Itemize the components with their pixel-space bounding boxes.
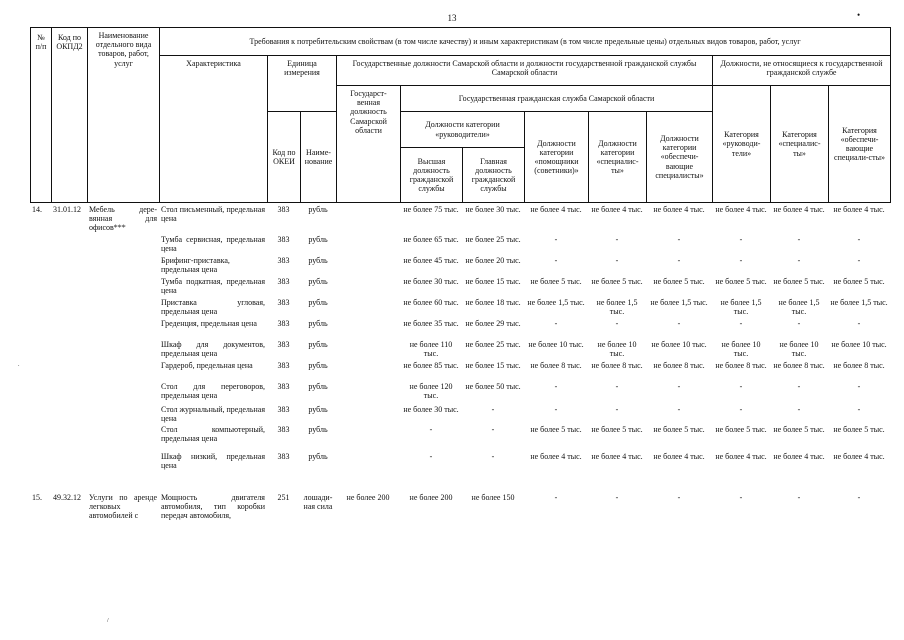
value-cell: не более 8 тыс. <box>591 360 643 370</box>
characteristic-cell: Шкаф низкий, предельная цена <box>161 451 265 471</box>
value-cell: не более 10 тыс. <box>597 339 637 358</box>
header-item-name: Наименование отдельного вида товаров, работ, услуг <box>88 28 160 203</box>
table-row <box>30 424 890 451</box>
empty-cell <box>51 339 87 360</box>
value-cell: - <box>491 424 495 434</box>
value-cell: - <box>554 492 558 502</box>
header-leaders-cat: Должности категории «руководители» <box>401 112 525 148</box>
header-ng-leaders: Категория «руководи-тели» <box>713 86 771 203</box>
group-number: 15. <box>32 492 42 502</box>
value-cell: не более 15 тыс. <box>465 360 521 370</box>
value-cell: не более 4 тыс. <box>530 205 582 214</box>
unit-cell: рубль <box>308 381 328 391</box>
empty-cell <box>30 381 51 404</box>
value-cell: - <box>797 381 801 391</box>
value-cell: не более 4 тыс. <box>773 451 825 461</box>
okei-cell: 383 <box>277 205 290 214</box>
group-spacer <box>30 478 890 492</box>
value-cell: не более 25 тыс. <box>465 234 521 244</box>
characteristic-cell: Стол для переговоров, предельная цена <box>161 381 265 400</box>
value-cell: не более 4 тыс. <box>833 451 885 461</box>
value-cell: не более 4 тыс. <box>591 205 643 214</box>
characteristic-cell: Мощность двигателя автомобиля, тип коробки передач автомобиля, <box>161 492 265 521</box>
empty-cell <box>51 360 87 381</box>
empty-cell <box>51 424 87 451</box>
value-cell: - <box>554 234 558 244</box>
table-row <box>30 204 890 234</box>
table-row <box>30 297 890 318</box>
characteristic-cell: Приставка угловая, предельная цена <box>161 297 265 316</box>
value-cell: не более 30 тыс. <box>465 205 521 214</box>
header-table <box>30 27 891 203</box>
okei-cell: 383 <box>277 318 290 328</box>
value-cell: - <box>857 318 861 328</box>
characteristic-cell: Брифинг-приставка, предельная цена <box>161 255 230 274</box>
value-cell: не более 200 <box>409 492 453 502</box>
characteristic-cell: Греденция, предельная цена <box>161 318 257 328</box>
header-main: Главная должность гражданской службы <box>463 148 525 203</box>
empty-cell <box>87 381 159 404</box>
okei-cell: 251 <box>277 492 290 502</box>
value-cell: не более 45 тыс. <box>403 255 459 265</box>
empty-cell <box>51 255 87 276</box>
value-cell: не более 5 тыс. <box>530 424 582 434</box>
header-highest: Высшая должность гражданской службы <box>401 148 463 203</box>
value-cell: - <box>739 234 743 244</box>
value-cell: не более 5 тыс. <box>773 276 825 286</box>
header-ng-specialists: Категория «специалис-ты» <box>771 86 829 203</box>
empty-cell <box>30 424 51 451</box>
empty-cell <box>87 451 159 478</box>
unit-cell: рубль <box>308 255 328 265</box>
margin-dash: / <box>107 618 109 624</box>
header-ng-support: Категория «обеспечи-вающие специали-сты» <box>829 86 891 203</box>
characteristic-cell: Шкаф для документов, предельная цена <box>161 339 265 358</box>
empty-cell <box>87 234 159 255</box>
header-gov-position: Государст-венная должность Самарской области <box>337 86 401 203</box>
empty-cell <box>51 381 87 404</box>
value-cell: не более 75 тыс. <box>403 205 459 214</box>
value-cell: - <box>491 404 495 414</box>
value-cell: не более 35 тыс. <box>403 318 459 328</box>
value-cell: не более 15 тыс. <box>465 276 521 286</box>
value-cell: - <box>615 492 619 502</box>
empty-cell <box>87 297 159 318</box>
okei-cell: 383 <box>277 404 290 414</box>
value-cell: - <box>615 404 619 414</box>
page-number: 13 <box>447 13 457 23</box>
value-cell: не более 5 тыс. <box>773 424 825 434</box>
value-cell: - <box>677 234 681 244</box>
value-cell: - <box>554 255 558 265</box>
value-cell <box>336 360 400 381</box>
empty-cell <box>51 297 87 318</box>
value-cell: не более 8 тыс. <box>773 360 825 370</box>
value-cell: не более 30 тыс. <box>403 404 459 414</box>
characteristic-cell: Гардероб, предельная цена <box>161 360 253 370</box>
empty-cell <box>87 339 159 360</box>
okei-cell: 383 <box>277 297 290 307</box>
group-number: 14. <box>32 205 42 214</box>
value-cell <box>336 424 400 451</box>
value-cell: не более 1,5 тыс. <box>720 297 762 316</box>
empty-cell <box>51 276 87 297</box>
empty-cell <box>30 404 51 424</box>
unit-cell: рубль <box>308 451 328 461</box>
value-cell: не более 110 тыс. <box>409 339 453 358</box>
header-unit: Единица измерения <box>268 56 337 112</box>
value-cell: - <box>739 381 743 391</box>
empty-cell <box>30 451 51 478</box>
table-row <box>30 318 890 339</box>
unit-cell: рубль <box>308 234 328 244</box>
empty-cell <box>30 318 51 339</box>
value-cell: - <box>857 234 861 244</box>
value-cell: не более 4 тыс. <box>773 205 825 214</box>
value-cell: не более 10 тыс. <box>721 339 761 358</box>
corner-mark: • <box>857 10 861 20</box>
header-non-gov: Должности, не относящиеся к государственной гражданской службе <box>713 56 891 86</box>
value-cell: не более 4 тыс. <box>715 451 767 461</box>
value-cell: не более 5 тыс. <box>653 276 705 286</box>
value-cell: не более 4 тыс. <box>715 205 767 214</box>
value-cell: не более 1,5 тыс. <box>650 297 708 307</box>
empty-cell <box>87 276 159 297</box>
value-cell: - <box>429 451 433 461</box>
value-cell: не более 1,5 тыс. <box>596 297 638 316</box>
value-cell: - <box>857 255 861 265</box>
empty-cell <box>51 404 87 424</box>
empty-cell <box>30 297 51 318</box>
characteristic-cell: Тумба подкатная, предельная цена <box>161 276 265 295</box>
empty-cell <box>51 234 87 255</box>
value-cell: не более 8 тыс. <box>653 360 705 370</box>
value-cell: - <box>677 404 681 414</box>
unit-cell: рубль <box>308 339 328 349</box>
value-cell: не более 10 тыс. <box>779 339 819 358</box>
empty-cell <box>30 360 51 381</box>
value-cell: не более 4 тыс. <box>591 451 643 461</box>
margin-dot: . <box>18 362 20 368</box>
value-cell: не более 150 <box>471 492 515 502</box>
value-cell: - <box>739 492 743 502</box>
empty-cell <box>51 318 87 339</box>
group-name: Мебель дере-вянная для офисов*** <box>89 205 157 233</box>
header-requirements: Требования к потребительским свойствам (в том числе качеству) и иным характеристикам (в том числе предельные цены) отдельных видов товаров, работ, услуг <box>160 28 891 56</box>
group-okpd: 31.01.12 <box>53 205 81 214</box>
table-row <box>30 360 890 381</box>
value-cell <box>336 276 400 297</box>
value-cell: не более 4 тыс. <box>653 451 705 461</box>
unit-cell: рубль <box>308 205 328 214</box>
value-cell: не более 10 тыс. <box>831 339 887 349</box>
value-cell: не более 5 тыс. <box>591 424 643 434</box>
header-civil-service: Государственная гражданская служба Самарской области <box>401 86 713 112</box>
value-cell: - <box>615 255 619 265</box>
value-cell: - <box>677 381 681 391</box>
characteristic-cell: Стол журнальный, предельная цена <box>161 404 266 423</box>
unit-cell: рубль <box>308 404 328 414</box>
value-cell: не более 5 тыс. <box>653 424 705 434</box>
right-border <box>890 27 891 203</box>
value-cell <box>336 451 400 478</box>
empty-cell <box>87 404 159 424</box>
value-cell: - <box>677 255 681 265</box>
value-cell: - <box>677 492 681 502</box>
value-cell: не более 30 тыс. <box>403 276 459 286</box>
value-cell: не более 5 тыс. <box>530 276 582 286</box>
header-characteristic: Характеристика <box>160 56 268 203</box>
header-okpd: Код по ОКПД2 <box>52 28 88 203</box>
value-cell <box>336 204 400 234</box>
okei-cell: 383 <box>277 360 290 370</box>
value-cell: - <box>554 381 558 391</box>
value-cell: - <box>797 234 801 244</box>
header-assistants: Должности категории «помощники (советники)» <box>525 112 589 203</box>
okei-cell: 383 <box>277 381 290 391</box>
table-row <box>30 492 890 522</box>
value-cell: не более 5 тыс. <box>715 276 767 286</box>
value-cell: не более 5 тыс. <box>591 276 643 286</box>
okei-cell: 383 <box>277 339 290 349</box>
empty-cell <box>87 424 159 451</box>
value-cell: не более 65 тыс. <box>403 234 459 244</box>
value-cell: - <box>797 404 801 414</box>
value-cell: - <box>615 234 619 244</box>
unit-cell: рубль <box>308 297 328 307</box>
body-table <box>30 204 890 522</box>
value-cell: не более 8 тыс. <box>715 360 767 370</box>
table-row <box>30 381 890 404</box>
value-cell: - <box>677 318 681 328</box>
okei-cell: 383 <box>277 424 290 434</box>
value-cell: - <box>554 404 558 414</box>
header-support: Должности категории «обеспечи-вающие специалисты» <box>647 112 713 203</box>
characteristic-cell: Стол письменный, предельная цена <box>161 205 265 224</box>
table-row <box>30 339 890 360</box>
table-row <box>30 255 890 276</box>
empty-cell <box>30 234 51 255</box>
value-cell: не более 20 тыс. <box>465 255 521 265</box>
characteristic-cell: Стол компьютерный, предельная цена <box>161 424 265 444</box>
value-cell: - <box>797 318 801 328</box>
value-cell: - <box>429 424 433 434</box>
unit-cell: рубль <box>308 360 328 370</box>
value-cell: - <box>797 492 801 502</box>
group-okpd: 49.32.12 <box>53 492 81 502</box>
header-unit-name: Наиме-нование <box>301 112 337 203</box>
value-cell: не более 50 тыс. <box>465 381 521 391</box>
value-cell: не более 8 тыс. <box>530 360 582 370</box>
empty-cell <box>87 255 159 276</box>
value-cell <box>336 297 400 318</box>
header-gov-positions: Государственные должности Самарской области и должности государственной гражданской службы Самарской области <box>337 56 713 86</box>
value-cell <box>336 381 400 404</box>
value-cell: не более 8 тыс. <box>833 360 885 370</box>
value-cell: - <box>797 255 801 265</box>
value-cell: не более 5 тыс. <box>715 424 767 434</box>
group-name: Услуги по аренде легковых автомобилей с <box>89 492 157 521</box>
value-cell: - <box>739 255 743 265</box>
value-cell: не более 10 тыс. <box>528 339 584 349</box>
value-cell: - <box>739 318 743 328</box>
value-cell: не более 29 тыс. <box>465 318 521 328</box>
value-cell: не более 4 тыс. <box>530 451 582 461</box>
okei-cell: 383 <box>277 234 290 244</box>
empty-cell <box>51 451 87 478</box>
value-cell <box>336 404 400 424</box>
unit-cell: рубль <box>308 424 328 434</box>
value-cell: - <box>857 492 861 502</box>
header-num: № п/п <box>31 28 52 203</box>
value-cell: не более 4 тыс. <box>653 205 705 214</box>
unit-cell: лошади-ная сила <box>303 492 333 512</box>
table-row <box>30 404 890 424</box>
table-row <box>30 451 890 478</box>
value-cell: не более 10 тыс. <box>651 339 707 349</box>
value-cell: не более 25 тыс. <box>465 339 521 349</box>
value-cell: не более 85 тыс. <box>403 360 459 370</box>
value-cell: не более 4 тыс. <box>833 205 885 214</box>
value-cell: - <box>739 404 743 414</box>
value-cell: - <box>615 318 619 328</box>
value-cell <box>336 318 400 339</box>
empty-cell <box>30 339 51 360</box>
header-okei: Код по ОКЕИ <box>268 112 301 203</box>
value-cell: не более 1,5 тыс. <box>778 297 820 316</box>
value-cell: - <box>554 318 558 328</box>
characteristic-cell: Тумба сервисная, предельная цена <box>161 234 265 253</box>
empty-cell <box>87 360 159 381</box>
value-cell: не более 18 тыс. <box>465 297 521 307</box>
value-cell: не более 5 тыс. <box>833 424 885 434</box>
okei-cell: 383 <box>277 255 290 265</box>
unit-cell: рубль <box>308 276 328 286</box>
empty-cell <box>30 276 51 297</box>
header-specialists: Должности категории «специалис-ты» <box>589 112 647 203</box>
unit-cell: рубль <box>308 318 328 328</box>
okei-cell: 383 <box>277 276 290 286</box>
table-row <box>30 234 890 255</box>
empty-cell <box>87 318 159 339</box>
table-row <box>30 276 890 297</box>
empty-cell <box>30 255 51 276</box>
value-cell <box>336 339 400 360</box>
value-cell: - <box>491 451 495 461</box>
value-cell: - <box>857 381 861 391</box>
value-cell <box>336 234 400 255</box>
value-cell: не более 200 <box>346 492 390 502</box>
value-cell: не более 5 тыс. <box>833 276 885 286</box>
value-cell: не более 60 тыс. <box>403 297 459 307</box>
value-cell <box>336 255 400 276</box>
value-cell: - <box>615 381 619 391</box>
value-cell: - <box>857 404 861 414</box>
okei-cell: 383 <box>277 451 290 461</box>
value-cell: не более 1,5 тыс. <box>830 297 888 307</box>
value-cell: не более 1,5 тыс. <box>527 297 585 307</box>
value-cell: не более 120 тыс. <box>409 381 453 400</box>
